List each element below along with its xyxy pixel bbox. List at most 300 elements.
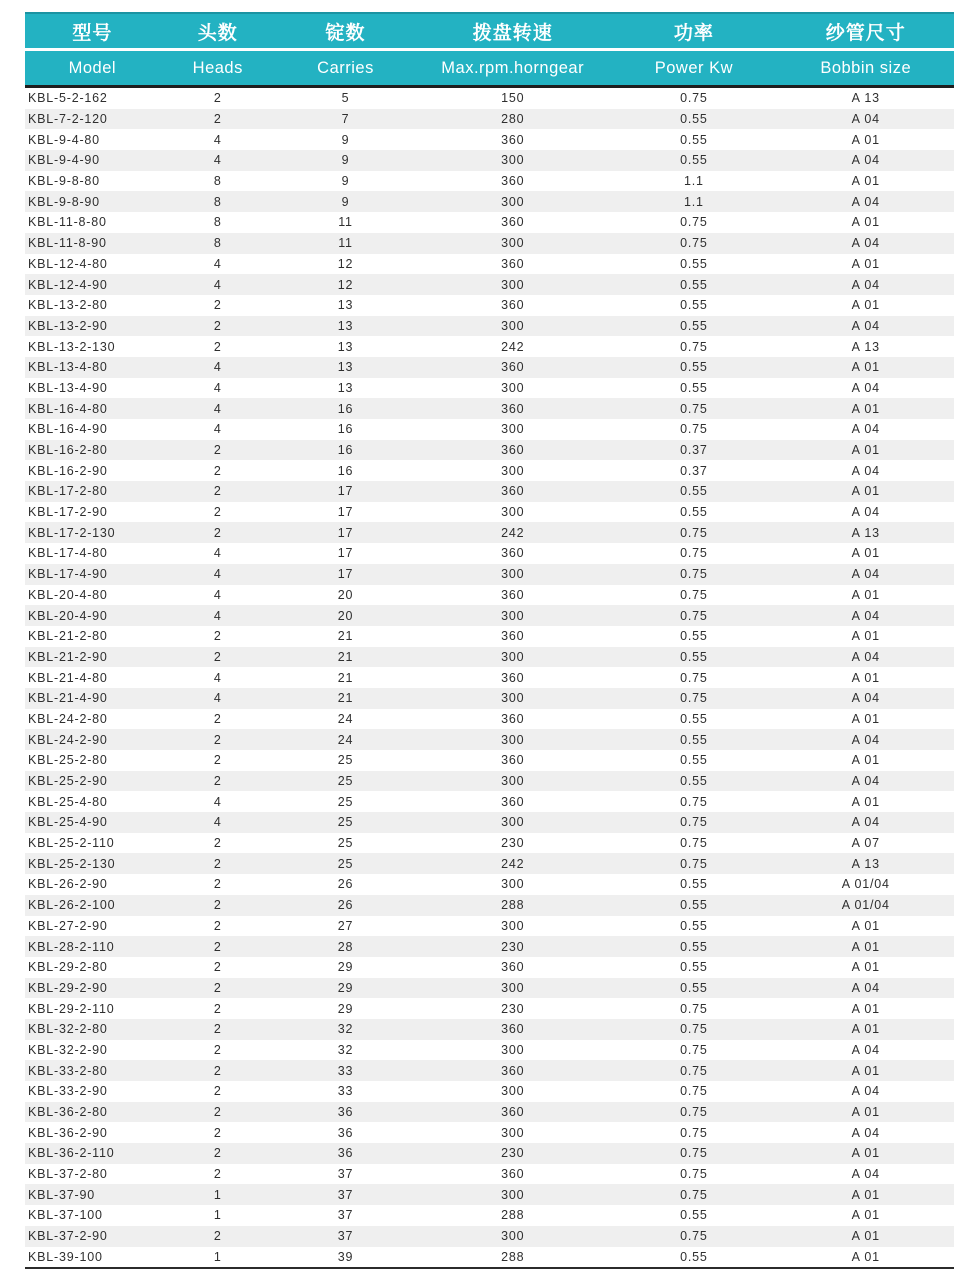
cell-bobbin-size: A 01/04 — [841, 877, 890, 892]
table-row — [25, 1122, 954, 1143]
cell-max-rpm-horngear: 300 — [415, 150, 610, 171]
cell-bobbin-size: A 01 — [851, 215, 880, 230]
cell-power-kw: 0.55 — [680, 505, 708, 520]
cell-carries: 25 — [276, 812, 415, 833]
table-row — [25, 833, 954, 854]
cell-power-kw: 0.55 — [610, 978, 777, 999]
cell-carries: 11 — [338, 215, 353, 230]
cell-model: KBL-20-4-80 — [28, 587, 108, 602]
cell-heads: 2 — [213, 1042, 222, 1057]
cell-bobbin-size: A 01 — [777, 936, 954, 957]
cell-max-rpm-horngear: 360 — [501, 960, 525, 975]
cell-power-kw: 0.75 — [610, 1184, 777, 1205]
header-bobbin-en: Bobbin size — [777, 50, 954, 87]
cell-max-rpm-horngear: 300 — [501, 422, 525, 437]
cell-max-rpm-horngear: 300 — [415, 274, 610, 295]
cell-carries: 9 — [341, 174, 350, 189]
cell-carries: 13 — [337, 380, 354, 395]
cell-power-kw: 0.55 — [680, 1249, 708, 1264]
cell-carries: 20 — [337, 587, 354, 602]
cell-power-kw: 0.75 — [680, 339, 708, 354]
table-row — [25, 150, 954, 171]
cell-max-rpm-horngear: 300 — [415, 191, 610, 212]
cell-bobbin-size: A 04 — [777, 274, 954, 295]
cell-power-kw: 0.55 — [610, 316, 777, 337]
cell-model: KBL-29-2-110 — [28, 1001, 115, 1016]
cell-power-kw: 0.55 — [610, 274, 777, 295]
cell-bobbin-size: A 04 — [851, 1125, 880, 1140]
table-row — [25, 688, 954, 709]
cell-power-kw: 0.55 — [680, 877, 708, 892]
cell-carries: 9 — [276, 150, 415, 171]
cell-carries: 21 — [337, 670, 354, 685]
cell-carries: 16 — [276, 398, 415, 419]
table-row — [25, 605, 954, 626]
cell-bobbin-size: A 01 — [851, 960, 880, 975]
cell-model: KBL-12-4-80 — [28, 256, 108, 271]
cell-heads: 8 — [160, 233, 276, 254]
table-row — [25, 874, 954, 895]
cell-max-rpm-horngear: 230 — [415, 936, 610, 957]
cell-model: KBL-36-2-110 — [25, 1143, 160, 1164]
cell-model: KBL-37-2-90 — [25, 1226, 160, 1247]
cell-carries: 37 — [337, 1208, 354, 1223]
cell-bobbin-size: A 01 — [777, 440, 954, 461]
cell-model: KBL-36-2-90 — [28, 1125, 108, 1140]
cell-power-kw: 0.37 — [680, 463, 708, 478]
cell-heads: 2 — [160, 440, 276, 461]
cell-model: KBL-25-2-110 — [28, 836, 115, 851]
cell-carries: 9 — [276, 191, 415, 212]
cell-heads: 4 — [160, 688, 276, 709]
cell-max-rpm-horngear: 360 — [415, 1060, 610, 1081]
cell-model: KBL-27-2-90 — [28, 918, 108, 933]
cell-model: KBL-37-100 — [28, 1208, 103, 1223]
cell-carries: 7 — [276, 109, 415, 130]
table-row — [25, 1081, 954, 1102]
cell-bobbin-size: A 01/04 — [777, 895, 954, 916]
cell-heads: 2 — [160, 729, 276, 750]
cell-carries: 17 — [337, 505, 354, 520]
table-row — [25, 1040, 954, 1061]
cell-power-kw: 0.75 — [610, 605, 777, 626]
cell-heads: 2 — [160, 1226, 276, 1247]
cell-bobbin-size: A 04 — [851, 1084, 880, 1099]
cell-power-kw: 0.75 — [680, 215, 708, 230]
cell-model: KBL-33-2-90 — [28, 1084, 108, 1099]
cell-bobbin-size: A 04 — [777, 109, 954, 130]
table-row — [25, 709, 954, 730]
cell-power-kw: 0.55 — [610, 729, 777, 750]
cell-model: KBL-20-4-90 — [25, 605, 160, 626]
cell-power-kw: 1.1 — [683, 174, 704, 189]
cell-carries: 33 — [337, 1084, 354, 1099]
cell-max-rpm-horngear: 300 — [415, 729, 610, 750]
cell-power-kw: 0.75 — [680, 546, 708, 561]
cell-bobbin-size: A 01 — [851, 174, 880, 189]
cell-carries: 13 — [276, 316, 415, 337]
cell-carries: 25 — [337, 753, 354, 768]
cell-power-kw: 0.75 — [680, 587, 708, 602]
cell-max-rpm-horngear: 300 — [415, 1226, 610, 1247]
cell-power-kw: 0.75 — [680, 1042, 708, 1057]
cell-model: KBL-17-4-80 — [28, 546, 108, 561]
cell-model: KBL-13-2-130 — [28, 339, 116, 354]
cell-bobbin-size: A 01 — [777, 1019, 954, 1040]
cell-heads: 2 — [213, 711, 222, 726]
cell-max-rpm-horngear: 230 — [415, 1143, 610, 1164]
cell-bobbin-size: A 13 — [777, 522, 954, 543]
table-row — [25, 936, 954, 957]
cell-max-rpm-horngear: 300 — [415, 605, 610, 626]
cell-carries: 17 — [276, 481, 415, 502]
cell-model: KBL-16-4-90 — [28, 422, 108, 437]
cell-power-kw: 0.75 — [610, 1102, 777, 1123]
header-power-en: Power Kw — [610, 50, 777, 87]
cell-bobbin-size: A 01 — [777, 1226, 954, 1247]
cell-heads: 2 — [160, 895, 276, 916]
cell-carries: 21 — [276, 647, 415, 668]
cell-max-rpm-horngear: 300 — [415, 316, 610, 337]
table-row — [25, 543, 954, 564]
table-row — [25, 750, 954, 771]
cell-model: KBL-21-2-90 — [25, 647, 160, 668]
cell-max-rpm-horngear: 360 — [501, 215, 525, 230]
cell-carries: 28 — [276, 936, 415, 957]
table-row — [25, 254, 954, 275]
table-row — [25, 564, 954, 585]
cell-bobbin-size: A 04 — [851, 422, 880, 437]
table-row — [25, 274, 954, 295]
cell-heads: 2 — [213, 918, 222, 933]
cell-power-kw: 0.55 — [610, 647, 777, 668]
cell-carries: 37 — [276, 1226, 415, 1247]
cell-model: KBL-21-2-80 — [28, 629, 108, 644]
table-row — [25, 729, 954, 750]
cell-bobbin-size: A 04 — [777, 233, 954, 254]
cell-heads: 2 — [160, 853, 276, 874]
cell-bobbin-size: A 04 — [777, 771, 954, 792]
cell-carries: 21 — [337, 629, 354, 644]
table-row — [25, 191, 954, 212]
header-rpm-cn: 拨盘转速 — [415, 13, 610, 50]
cell-heads: 2 — [213, 836, 222, 851]
cell-model: KBL-5-2-162 — [28, 91, 108, 106]
cell-heads: 2 — [160, 771, 276, 792]
cell-carries: 29 — [276, 978, 415, 999]
cell-heads: 2 — [213, 1084, 222, 1099]
cell-power-kw: 0.75 — [680, 1084, 708, 1099]
cell-heads: 2 — [160, 316, 276, 337]
cell-heads: 1 — [213, 1208, 222, 1223]
cell-heads: 4 — [213, 422, 222, 437]
cell-model: KBL-12-4-90 — [25, 274, 160, 295]
header-row-chinese — [25, 13, 954, 50]
cell-bobbin-size: A 01 — [777, 1060, 954, 1081]
cell-bobbin-size: A 04 — [777, 564, 954, 585]
cell-model: KBL-32-2-80 — [25, 1019, 160, 1040]
cell-heads: 2 — [160, 1143, 276, 1164]
cell-bobbin-size: A 01 — [777, 1143, 954, 1164]
cell-heads: 1 — [160, 1184, 276, 1205]
cell-power-kw: 0.75 — [680, 91, 708, 106]
cell-max-rpm-horngear: 360 — [501, 629, 525, 644]
cell-carries: 13 — [337, 339, 354, 354]
cell-carries: 37 — [276, 1184, 415, 1205]
cell-power-kw: 0.55 — [680, 960, 708, 975]
cell-power-kw: 0.75 — [680, 794, 708, 809]
cell-max-rpm-horngear: 300 — [501, 1125, 525, 1140]
cell-max-rpm-horngear: 300 — [501, 505, 525, 520]
cell-carries: 20 — [276, 605, 415, 626]
cell-carries: 12 — [276, 274, 415, 295]
cell-heads: 2 — [213, 1167, 222, 1182]
cell-max-rpm-horngear: 300 — [501, 463, 525, 478]
cell-max-rpm-horngear: 360 — [415, 398, 610, 419]
cell-carries: 36 — [276, 1143, 415, 1164]
cell-heads: 4 — [160, 357, 276, 378]
cell-max-rpm-horngear: 300 — [415, 647, 610, 668]
cell-carries: 25 — [337, 794, 354, 809]
cell-carries: 26 — [337, 877, 354, 892]
cell-max-rpm-horngear: 300 — [501, 918, 525, 933]
cell-power-kw: 0.55 — [610, 771, 777, 792]
cell-max-rpm-horngear: 360 — [501, 546, 525, 561]
cell-max-rpm-horngear: 242 — [415, 522, 610, 543]
table-row — [25, 109, 954, 130]
cell-model: KBL-17-2-90 — [28, 505, 108, 520]
cell-carries: 37 — [337, 1167, 354, 1182]
cell-max-rpm-horngear: 288 — [501, 1249, 525, 1264]
cell-heads: 2 — [213, 1001, 222, 1016]
table-row — [25, 667, 954, 688]
cell-max-rpm-horngear: 360 — [501, 256, 525, 271]
cell-bobbin-size: A 01 — [851, 670, 880, 685]
cell-power-kw: 0.75 — [680, 670, 708, 685]
cell-max-rpm-horngear: 360 — [501, 711, 525, 726]
cell-carries: 16 — [337, 422, 354, 437]
cell-power-kw: 0.55 — [610, 357, 777, 378]
table-row — [25, 233, 954, 254]
table-row — [25, 647, 954, 668]
table-row — [25, 978, 954, 999]
cell-carries: 39 — [337, 1249, 354, 1264]
cell-heads: 4 — [213, 546, 222, 561]
cell-model: KBL-17-4-90 — [25, 564, 160, 585]
cell-carries: 24 — [276, 729, 415, 750]
cell-heads: 2 — [213, 339, 222, 354]
cell-model: KBL-33-2-80 — [25, 1060, 160, 1081]
cell-max-rpm-horngear: 360 — [501, 1167, 525, 1182]
cell-heads: 4 — [213, 670, 222, 685]
cell-power-kw: 0.75 — [680, 1167, 708, 1182]
cell-heads: 2 — [160, 109, 276, 130]
cell-carries: 13 — [276, 357, 415, 378]
cell-bobbin-size: A 04 — [777, 729, 954, 750]
table-header — [25, 13, 954, 87]
cell-carries: 32 — [337, 1042, 354, 1057]
table-row — [25, 129, 954, 150]
cell-bobbin-size: A 01 — [777, 1102, 954, 1123]
cell-carries: 17 — [276, 522, 415, 543]
cell-power-kw: 0.75 — [610, 812, 777, 833]
cell-heads: 4 — [160, 274, 276, 295]
cell-max-rpm-horngear: 300 — [415, 233, 610, 254]
cell-bobbin-size: A 04 — [777, 605, 954, 626]
cell-max-rpm-horngear: 300 — [501, 380, 525, 395]
cell-power-kw: 0.75 — [610, 398, 777, 419]
cell-power-kw: 1.1 — [610, 191, 777, 212]
cell-heads: 2 — [160, 481, 276, 502]
header-power-cn: 功率 — [610, 13, 777, 50]
cell-max-rpm-horngear: 300 — [415, 688, 610, 709]
table-row — [25, 771, 954, 792]
machine-spec-table — [25, 12, 954, 1269]
cell-model: KBL-29-2-90 — [25, 978, 160, 999]
cell-max-rpm-horngear: 230 — [501, 836, 525, 851]
cell-carries: 32 — [276, 1019, 415, 1040]
cell-heads: 2 — [160, 1102, 276, 1123]
cell-bobbin-size: A 01 — [851, 1208, 880, 1223]
table-row — [25, 440, 954, 461]
cell-carries: 11 — [276, 233, 415, 254]
cell-power-kw: 0.37 — [610, 440, 777, 461]
table-row — [25, 812, 954, 833]
cell-power-kw: 0.75 — [680, 1001, 708, 1016]
cell-heads: 2 — [160, 978, 276, 999]
cell-power-kw: 0.55 — [680, 298, 708, 313]
cell-bobbin-size: A 04 — [777, 688, 954, 709]
cell-heads: 2 — [160, 647, 276, 668]
cell-carries: 17 — [337, 546, 354, 561]
cell-heads: 2 — [160, 1060, 276, 1081]
table-row — [25, 1205, 954, 1226]
cell-carries: 33 — [276, 1060, 415, 1081]
cell-bobbin-size: A 04 — [851, 380, 880, 395]
header-heads-en: Heads — [160, 50, 276, 87]
cell-power-kw: 0.55 — [610, 150, 777, 171]
cell-heads: 4 — [160, 564, 276, 585]
cell-power-kw: 0.75 — [610, 1226, 777, 1247]
cell-carries: 9 — [341, 132, 350, 147]
cell-model: KBL-24-2-80 — [28, 711, 108, 726]
cell-power-kw: 0.55 — [610, 895, 777, 916]
cell-max-rpm-horngear: 360 — [415, 1102, 610, 1123]
table-row — [25, 295, 954, 316]
cell-max-rpm-horngear: 360 — [501, 670, 525, 685]
cell-heads: 2 — [213, 629, 222, 644]
cell-bobbin-size: A 04 — [777, 978, 954, 999]
header-carries-cn: 锭数 — [276, 13, 415, 50]
cell-model: KBL-11-8-90 — [25, 233, 160, 254]
header-model-en: Model — [25, 50, 160, 87]
cell-max-rpm-horngear: 360 — [501, 132, 525, 147]
cell-power-kw: 0.75 — [680, 422, 708, 437]
cell-model: KBL-7-2-120 — [25, 109, 160, 130]
cell-power-kw: 0.55 — [680, 629, 708, 644]
cell-power-kw: 0.55 — [680, 711, 708, 726]
cell-carries: 29 — [337, 960, 354, 975]
cell-carries: 5 — [341, 91, 350, 106]
table-row — [25, 522, 954, 543]
cell-heads: 4 — [213, 132, 222, 147]
cell-power-kw: 0.75 — [610, 688, 777, 709]
table-row — [25, 585, 954, 606]
table-row — [25, 398, 954, 419]
cell-max-rpm-horngear: 300 — [501, 877, 525, 892]
cell-bobbin-size: A 07 — [851, 836, 880, 851]
cell-bobbin-size: A 01 — [851, 546, 880, 561]
cell-model: KBL-37-90 — [25, 1184, 160, 1205]
table-row — [25, 916, 954, 937]
table-row — [25, 791, 954, 812]
cell-carries: 17 — [276, 564, 415, 585]
cell-power-kw: 0.55 — [680, 256, 708, 271]
cell-heads: 4 — [160, 605, 276, 626]
cell-power-kw: 0.75 — [610, 564, 777, 585]
cell-max-rpm-horngear: 360 — [501, 794, 525, 809]
cell-model: KBL-9-8-80 — [28, 174, 100, 189]
table-row — [25, 336, 954, 357]
header-row-english — [25, 50, 954, 87]
cell-max-rpm-horngear: 360 — [415, 1019, 610, 1040]
cell-model: KBL-25-4-90 — [25, 812, 160, 833]
cell-power-kw: 0.55 — [610, 936, 777, 957]
cell-heads: 2 — [160, 1019, 276, 1040]
cell-heads: 2 — [213, 298, 222, 313]
cell-power-kw: 0.55 — [680, 918, 708, 933]
cell-model: KBL-36-2-80 — [25, 1102, 160, 1123]
cell-bobbin-size: A 04 — [851, 463, 880, 478]
table-row — [25, 998, 954, 1019]
cell-heads: 8 — [213, 174, 222, 189]
cell-bobbin-size: A 04 — [777, 316, 954, 337]
cell-max-rpm-horngear: 242 — [415, 853, 610, 874]
cell-carries: 16 — [337, 463, 354, 478]
cell-max-rpm-horngear: 300 — [415, 564, 610, 585]
cell-max-rpm-horngear: 360 — [501, 174, 525, 189]
table-row — [25, 853, 954, 874]
table-row — [25, 1184, 954, 1205]
cell-bobbin-size: A 01 — [777, 398, 954, 419]
cell-carries: 16 — [276, 440, 415, 461]
cell-model: KBL-13-2-80 — [28, 298, 108, 313]
cell-heads: 4 — [213, 380, 222, 395]
cell-max-rpm-horngear: 300 — [501, 1084, 525, 1099]
cell-model: KBL-11-8-80 — [28, 215, 107, 230]
cell-bobbin-size: A 01 — [851, 132, 880, 147]
cell-model: KBL-16-2-90 — [28, 463, 108, 478]
cell-max-rpm-horngear: 230 — [501, 1001, 525, 1016]
cell-power-kw: 0.75 — [610, 522, 777, 543]
cell-bobbin-size: A 04 — [851, 505, 880, 520]
cell-bobbin-size: A 01 — [851, 794, 880, 809]
table-row — [25, 1060, 954, 1081]
cell-bobbin-size: A 01 — [851, 256, 880, 271]
cell-max-rpm-horngear: 360 — [501, 298, 525, 313]
cell-bobbin-size: A 04 — [777, 150, 954, 171]
cell-power-kw: 0.55 — [680, 753, 708, 768]
cell-model: KBL-16-4-80 — [25, 398, 160, 419]
cell-model: KBL-39-100 — [28, 1249, 103, 1264]
cell-carries: 36 — [276, 1102, 415, 1123]
cell-carries: 25 — [276, 853, 415, 874]
cell-model: KBL-37-2-80 — [28, 1167, 108, 1182]
cell-bobbin-size: A 04 — [777, 647, 954, 668]
cell-bobbin-size: A 01 — [851, 753, 880, 768]
cell-model: KBL-13-2-90 — [25, 316, 160, 337]
cell-bobbin-size: A 13 — [851, 91, 880, 106]
